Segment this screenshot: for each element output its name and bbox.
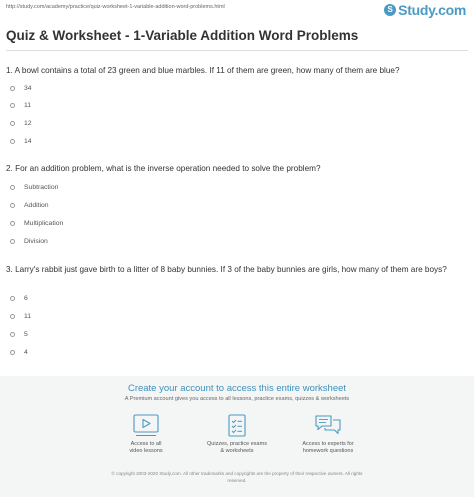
question-1-option-3[interactable] [10,118,32,128]
option-label: 14 [24,137,32,145]
question-1-option-2[interactable] [10,100,31,110]
radio-button-icon[interactable] [10,203,15,208]
radio-button-icon[interactable] [10,314,15,319]
feature-label-line-1: Access to experts for [302,441,354,447]
page-title: Quiz & Worksheet - 1-Variable Addition Word Problems [6,28,359,43]
copyright-footer [80,471,394,484]
option-label: Addition [24,201,49,209]
create-account-link[interactable]: Create your account to access this entire worksheet [127,383,347,394]
feature-label-line-2: video lessons [129,448,163,454]
question-1-text: 1. A bowl contains a total of 23 green and blue marbles. If 11 of them are green, how many of them are blue? [6,66,400,75]
question-3-option-2[interactable] [10,311,31,321]
question-3-option-1[interactable] [10,293,28,303]
option-label: Subtraction [24,183,59,191]
option-label: Multiplication [24,219,64,227]
expert-chat-icon [314,414,342,438]
radio-button-icon[interactable] [10,221,15,226]
study-logo[interactable] [384,1,466,19]
question-1-option-4[interactable] [10,136,32,146]
feature-video-lessons [101,414,191,455]
copyright-line-1: © copyright 2003-2020 Study.com. All other trademarks and copyrights are the property of their respective owners. All rights [111,471,363,476]
premium-description: A Premium account gives you access to all lessons, practice exams, quizzes & worksheets [124,396,350,402]
feature-quizzes [192,414,282,455]
page-url: http://study.com/academy/practice/quiz-worksheet-1-variable-addition-word-problems.html [6,4,225,10]
logo-text: Study.com [398,2,466,18]
option-label: 11 [24,312,32,320]
option-label: 5 [24,330,28,338]
feature-label-line-1: Quizzes, practice exams [207,441,267,447]
radio-button-icon[interactable] [10,139,15,144]
feature-label-line-1: Access to all [130,441,162,447]
radio-button-icon[interactable] [10,239,15,244]
radio-button-icon[interactable] [10,296,15,301]
option-label: Division [24,237,48,245]
video-play-icon [133,414,159,438]
quiz-checklist-icon [225,414,249,438]
question-2-option-2[interactable] [10,200,49,210]
question-1-option-1[interactable] [10,83,32,93]
question-3-option-4[interactable] [10,347,28,357]
radio-button-icon[interactable] [10,350,15,355]
option-label: 6 [24,294,28,302]
feature-experts [283,414,373,455]
question-3-text: 3. Larry's rabbit just gave birth to a litter of 8 baby bunnies. If 3 of the baby bunnies are girls, how many of them are boys? [6,265,447,274]
feature-label-line-2: homework questions [302,448,354,454]
option-label: 12 [24,119,32,127]
option-label: 11 [24,101,32,109]
question-2-text: 2. For an addition problem, what is the inverse operation needed to solve the problem? [6,164,321,173]
radio-button-icon[interactable] [10,185,15,190]
question-2-option-4[interactable] [10,236,48,246]
question-2-option-1[interactable] [10,182,58,192]
option-label: 4 [24,348,28,356]
title-divider [6,50,468,51]
logo-mark-icon: S [384,4,396,16]
radio-button-icon[interactable] [10,103,15,108]
feature-label-line-2: & worksheets [220,448,254,454]
question-3-option-3[interactable] [10,329,28,339]
option-label: 34 [24,84,32,92]
question-2-option-3[interactable] [10,218,63,228]
radio-button-icon[interactable] [10,86,15,91]
radio-button-icon[interactable] [10,121,15,126]
copyright-line-2: reserved. [227,477,247,483]
radio-button-icon[interactable] [10,332,15,337]
top-bar [0,0,474,22]
